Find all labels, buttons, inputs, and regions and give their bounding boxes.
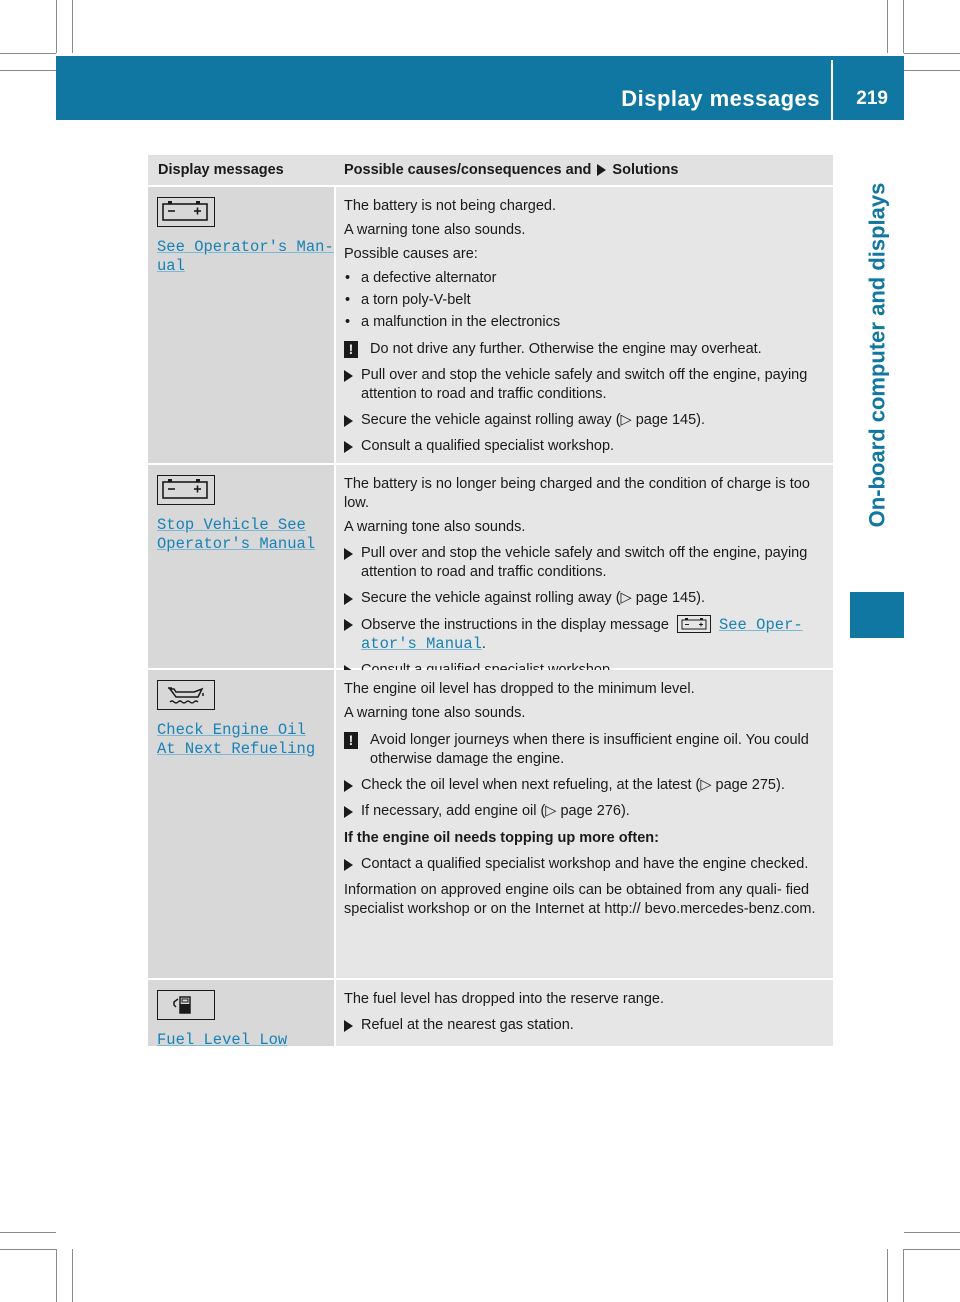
display-message-link[interactable]: ator's Manual (361, 635, 482, 653)
battery-icon (157, 197, 215, 227)
battery-icon (157, 475, 215, 505)
crop-mark (904, 1249, 960, 1250)
battery-icon (677, 615, 711, 633)
step-text: Refuel at the nearest gas station. (361, 1017, 574, 1033)
warning-note (344, 340, 823, 359)
crop-mark (72, 0, 73, 53)
action-arrow-icon (344, 411, 361, 430)
action-arrow-icon (344, 802, 361, 821)
subheading: If the engine oil needs topping up more often: (344, 830, 659, 846)
action-step (344, 366, 823, 404)
display-message[interactable]: See Operator's Man‐ (157, 238, 334, 256)
warning-text: Avoid longer journeys when there is insufficient engine oil. You could otherwise damage the engine. (370, 732, 809, 767)
message-cell (148, 465, 334, 668)
col-display-messages: Display messages (158, 162, 284, 178)
message-cell (148, 980, 334, 1049)
action-step (344, 544, 823, 582)
section-title: Display messages (621, 86, 820, 111)
table-row (148, 670, 833, 978)
warning-icon: ! (344, 732, 358, 749)
solution-cell (336, 670, 833, 978)
crop-mark (887, 0, 888, 53)
display-message[interactable]: Check Engine Oil (157, 721, 306, 739)
action-step (344, 589, 823, 608)
step-text: Pull over and stop the vehicle safely and switch off the engine, paying attention to road and traffic conditions. (361, 367, 808, 402)
cause-text: A warning tone also sounds. (344, 519, 526, 535)
step-text: Contact a qualified specialist workshop and have the engine checked. (361, 856, 809, 872)
warning-note (344, 731, 823, 769)
crop-mark (903, 0, 904, 53)
crop-mark (0, 53, 56, 54)
action-step (344, 411, 823, 430)
step-text (361, 615, 803, 654)
chapter-tab-label: On-board computer and displays (864, 182, 889, 528)
oil-can-icon (157, 680, 215, 710)
list-item-text: a malfunction in the electronics (361, 314, 561, 330)
solution-cell (336, 187, 833, 463)
cause-text: A warning tone also sounds. (344, 705, 526, 721)
list-item-text: a torn poly-V-belt (361, 292, 471, 308)
step-text[interactable]: If necessary, add engine oil (▷ page 276). (361, 803, 630, 819)
display-message[interactable]: Operator's Manual (157, 535, 316, 553)
action-arrow-icon (344, 776, 361, 795)
step-text[interactable]: Secure the vehicle against rolling away (▷ page 145). (361, 412, 706, 428)
col-header-text: Possible causes/consequences and (344, 162, 592, 178)
crop-mark (56, 0, 57, 53)
cause-text: The fuel level has dropped into the reserve range. (344, 991, 665, 1007)
chapter-marker (850, 592, 904, 638)
cause-text: Possible causes are: (344, 246, 478, 262)
warning-text: Do not drive any further. Otherwise the engine may overheat. (370, 341, 762, 357)
action-step (344, 437, 823, 456)
action-step (344, 855, 823, 874)
solution-cell (336, 980, 833, 1046)
step-text[interactable]: Check the oil level when next refueling, at the latest (▷ page 275). (361, 777, 785, 793)
page-number: 219 (856, 88, 888, 109)
display-message[interactable]: Fuel Level Low (157, 1031, 288, 1049)
solution-cell (336, 465, 833, 668)
chapter-tab (850, 120, 904, 590)
step-text: Pull over and stop the vehicle safely and switch off the engine, paying attention to road and traffic conditions. (361, 545, 808, 580)
step-text-part: Observe the instructions in the display message (361, 617, 669, 633)
table-row (148, 465, 833, 668)
display-message[interactable]: ual (157, 257, 185, 275)
step-text: Consult a qualified specialist workshop. (361, 438, 615, 454)
list-item-text: a defective alternator (361, 270, 497, 286)
action-arrow-icon (344, 1016, 361, 1035)
fuel-pump-icon (157, 990, 215, 1020)
crop-mark (0, 70, 56, 71)
col-causes-solutions (336, 162, 678, 178)
crop-mark (887, 1249, 888, 1302)
display-message-link[interactable]: See Oper‐ (718, 616, 803, 634)
cause-text: The battery is not being charged. (344, 198, 556, 214)
action-arrow-icon (344, 544, 361, 582)
action-step (344, 802, 823, 821)
info-text: Information on approved engine oils can be obtained from any quali- fied specialist workshop or on the Internet at http:// bevo.mercedes-benz.com. (344, 882, 816, 917)
cause-text: The battery is no longer being charged and the condition of charge is too low. (344, 476, 810, 511)
action-arrow-icon (344, 615, 361, 654)
action-arrow-icon (344, 855, 361, 874)
table-row (148, 187, 833, 463)
col-header-text: Solutions (612, 162, 679, 178)
list-item: • a malfunction in the electronics (345, 314, 561, 330)
cause-text: A warning tone also sounds. (344, 222, 526, 238)
crop-mark (56, 1249, 57, 1302)
display-message[interactable]: At Next Refueling (157, 740, 316, 758)
page-header (56, 56, 904, 120)
display-message[interactable]: Stop Vehicle See (157, 516, 306, 534)
step-text[interactable]: Secure the vehicle against rolling away (▷ page 145). (361, 590, 706, 606)
action-arrow-icon (344, 437, 361, 456)
action-arrow-icon (597, 164, 606, 176)
crop-mark (0, 1249, 56, 1250)
crop-mark (904, 53, 960, 54)
crop-mark (904, 1232, 960, 1233)
crop-mark (72, 1249, 73, 1302)
table-header (148, 155, 833, 185)
action-arrow-icon (344, 589, 361, 608)
cause-text: The engine oil level has dropped to the minimum level. (344, 681, 695, 697)
list-item: • a torn poly-V-belt (345, 292, 471, 308)
action-step (344, 615, 823, 654)
message-cell (148, 670, 334, 978)
header-divider (831, 60, 833, 120)
crop-mark (904, 70, 960, 71)
table-row (148, 980, 833, 1049)
warning-icon: ! (344, 341, 358, 358)
crop-mark (903, 1249, 904, 1302)
action-arrow-icon (344, 366, 361, 404)
display-messages-table (148, 155, 833, 1049)
list-item: • a defective alternator (345, 270, 497, 286)
action-step (344, 1016, 823, 1035)
step-text-part: . (481, 636, 486, 652)
action-step (344, 776, 823, 795)
message-cell (148, 187, 334, 463)
crop-mark (0, 1232, 56, 1233)
